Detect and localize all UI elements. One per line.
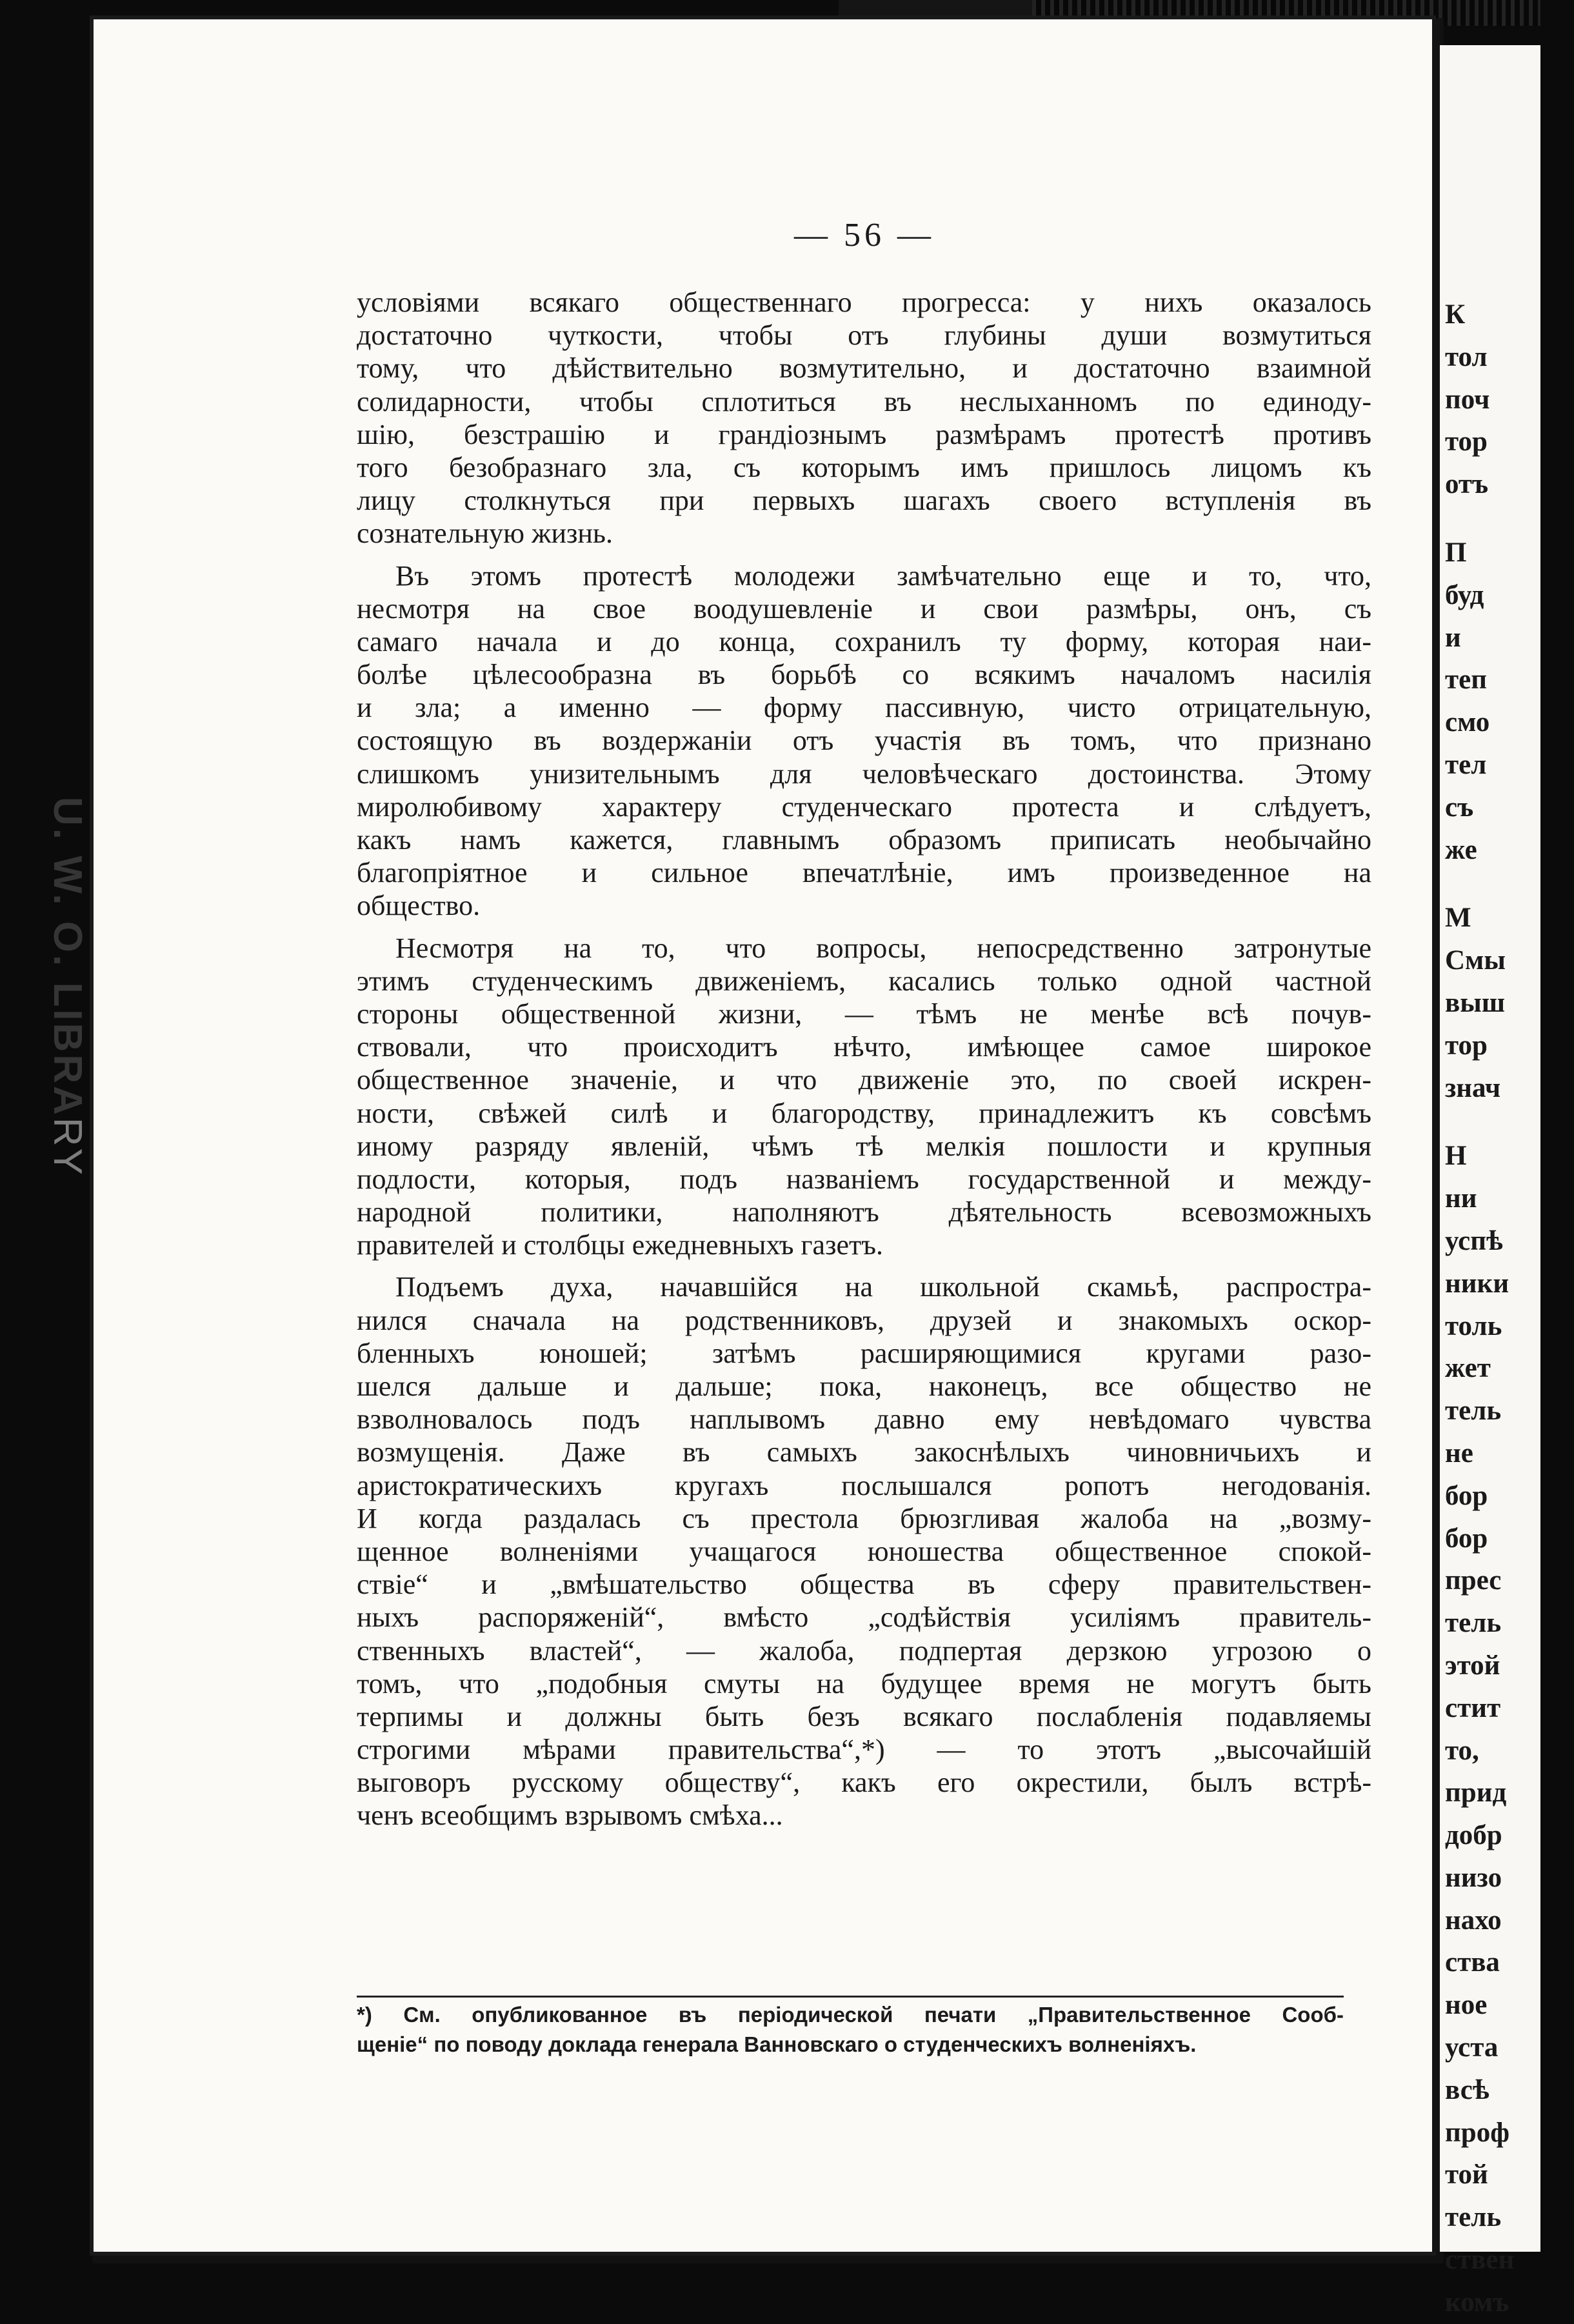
text-line: состоящую въ воздержаніи отъ участія въ томъ, что признано	[357, 725, 1371, 757]
footnote-divider	[357, 1996, 1344, 1998]
facing-page-line: комъ	[1445, 2287, 1509, 2318]
text-line: несмотря на свое воодушевленіе и свои размѣры, онъ, съ	[357, 592, 1371, 625]
facing-page-line: добр	[1445, 1820, 1502, 1851]
facing-page-line: уста	[1445, 2032, 1499, 2063]
text-line: шелся дальше и дальше; пока, наконецъ, все общество не	[357, 1370, 1371, 1402]
text-line: миролюбивому характеру студенческаго протеста и слѣдуетъ,	[357, 790, 1371, 823]
text-line: самаго начала и до конца, сохранилъ ту форму, которая наи-	[357, 625, 1371, 657]
facing-page-line: поч	[1445, 384, 1490, 415]
footnote-line: *) См. опубликованное въ періодической печати „Правительственное Сооб-	[357, 2003, 1344, 2027]
facing-page-line: не	[1445, 1437, 1473, 1468]
text-line: ченъ всеобщимъ взрывомъ смѣха...	[357, 1799, 783, 1832]
facing-page-line: всѣ	[1445, 2074, 1489, 2105]
facing-page-line: теп	[1445, 665, 1487, 696]
text-line: болѣе цѣлесообразна въ борьбѣ со всякимъ началомъ насилія	[357, 659, 1371, 691]
facing-page-line: ни	[1445, 1183, 1477, 1214]
facing-page-line: выш	[1445, 987, 1506, 1018]
facing-page-line: ное	[1445, 1990, 1488, 2021]
text-line: народной политики, наполняютъ дѣятельность всевозможныхъ	[357, 1196, 1371, 1228]
stamp-text: U. W. O. LIBRA	[45, 797, 90, 1117]
facing-page-line: Н	[1445, 1141, 1467, 1172]
facing-page-line: буд	[1445, 579, 1484, 610]
facing-page-line: ства	[1445, 1947, 1500, 1978]
text-line: Подъемъ духа, начавшійся на школьной скамьѣ, распростра-	[395, 1271, 1371, 1303]
text-line: этимъ студенческимъ движеніемъ, касались только одной частной	[357, 965, 1371, 997]
text-line: ственныхъ властей“, — жалоба, подпертая дерзкою угрозою о	[357, 1634, 1371, 1667]
text-line: какъ намъ кажется, главнымъ образомъ приписать необычайно	[357, 824, 1371, 856]
facing-page-line: этой	[1445, 1650, 1500, 1681]
text-line: подлости, которыя, подъ названіемъ государственной и между-	[357, 1163, 1371, 1195]
text-line: ствіе“ и „вмѣшательство общества въ сферу правительствен-	[357, 1568, 1371, 1601]
facing-page-line: бор	[1445, 1523, 1488, 1554]
facing-page-line: знач	[1445, 1072, 1501, 1103]
text-line: тому, что дѣйствительно возмутительно, и достаточно взаимной	[357, 352, 1371, 385]
text-line: строгими мѣрами правительства“,*) — то этотъ „высочайшій	[357, 1734, 1371, 1766]
facing-page-line: тор	[1445, 426, 1488, 457]
text-line: солидарности, чтобы сплотиться въ неслыханномъ по единоду-	[357, 385, 1371, 417]
facing-page-line	[1445, 871, 1574, 897]
library-stamp	[45, 797, 90, 1177]
text-line: общество.	[357, 890, 481, 922]
text-line: бленныхъ юношей; затѣмъ расширяющимися кругами разо-	[357, 1337, 1371, 1369]
footnote	[357, 2000, 1344, 2059]
facing-page-line: тель	[1445, 1396, 1502, 1427]
text-line: ности, свѣжей силѣ и благородству, принадлежитъ къ совсѣмъ	[357, 1097, 1371, 1129]
facing-page-line: бор	[1445, 1480, 1488, 1511]
text-line: условіями всякаго общественнаго прогресса: у нихъ оказалось	[357, 286, 1371, 318]
text-line: ствовали, что происходитъ нѣчто, имѣющее самое широкое	[357, 1031, 1371, 1063]
facing-page-line: толь	[1445, 1310, 1502, 1341]
facing-page-line: низо	[1445, 1862, 1502, 1893]
facing-page-line: той	[1445, 2159, 1488, 2190]
footnote-line: щеніе“ по поводу доклада генерала Ванновскаго о студенческихъ волненіяхъ.	[357, 2032, 1197, 2056]
facing-page-line: прес	[1445, 1565, 1502, 1596]
text-line: возмущенія. Даже въ самыхъ закоснѣлыхъ чиновничьихъ и	[357, 1436, 1371, 1468]
facing-page-line: Смы	[1445, 945, 1506, 976]
page-number: — 56 —	[794, 217, 935, 254]
facing-page-line: проф	[1445, 2117, 1509, 2148]
text-line: лицу столкнуться при первыхъ шагахъ своего вступленія въ	[357, 485, 1371, 517]
text-line: аристократическихъ кругахъ послышался ропотъ негодованія.	[357, 1469, 1371, 1501]
facing-page	[1440, 45, 1540, 2318]
facing-page-line: то,	[1445, 1735, 1479, 1766]
text-line: взволновалось подъ наплывомъ давно ему невѣдомаго чувства	[357, 1403, 1371, 1436]
text-line: правителей и столбцы ежедневныхъ газетъ.	[357, 1229, 883, 1261]
facing-page-line: М	[1445, 903, 1471, 934]
facing-page-line: ствен	[1445, 2245, 1515, 2276]
facing-page-line: прид	[1445, 1778, 1507, 1808]
text-line: щенное волненіями учащагося юношества общественное спокой-	[357, 1535, 1371, 1567]
text-line: выговоръ русскому обществу“, какъ его окрестили, былъ встрѣ-	[357, 1767, 1371, 1799]
text-line: слишкомъ унизительнымъ для человѣческаго достоинства. Этому	[357, 757, 1371, 790]
text-line: томъ, что „подобныя смуты на будущее время не могутъ быть	[357, 1667, 1371, 1699]
facing-page-line: тель	[1445, 2202, 1502, 2233]
facing-page-line: нахо	[1445, 1905, 1502, 1936]
text-line: и зла; а именно — форму пассивную, чисто отрицательную,	[357, 692, 1371, 724]
facing-page-text	[1445, 294, 1574, 2324]
facing-page-line: тел	[1445, 749, 1487, 780]
facing-page-line: жет	[1445, 1353, 1491, 1384]
text-line: достаточно чуткости, чтобы отъ глубины души возмутиться	[357, 319, 1371, 352]
body-text	[357, 286, 1371, 1841]
facing-page-line: ники	[1445, 1268, 1509, 1299]
facing-page-line: стит	[1445, 1692, 1501, 1723]
facing-page-line: же	[1445, 834, 1477, 865]
text-line: ныхъ распоряженій“, вмѣсто „содѣйствія усиліямъ правитель-	[357, 1601, 1371, 1634]
text-line: Несмотря на то, что вопросы, непосредственно затронутые	[395, 932, 1371, 964]
text-line: иному разряду явленій, чѣмъ тѣ мелкія пошлости и крупныя	[357, 1130, 1371, 1162]
facing-page-line	[1445, 1109, 1574, 1135]
facing-page-line: тель	[1445, 1608, 1502, 1639]
facing-page-line: съ	[1445, 792, 1474, 823]
text-line: благопріятное и сильное впечатлѣніе, имъ произведенное на	[357, 857, 1371, 889]
text-line: общественное значеніе, и что движеніе это, по своей искрен-	[357, 1064, 1371, 1096]
text-line: сознательную жизнь.	[357, 517, 613, 550]
stamp-text-faint: RY	[45, 1117, 90, 1177]
text-line: терпимы и должны быть безъ всякаго послабленія подавляемы	[357, 1700, 1371, 1732]
facing-page-line: П	[1445, 537, 1467, 568]
facing-page-line: тол	[1445, 341, 1488, 372]
text-line: нился сначала на родственниковъ, друзей и знакомыхъ оскор-	[357, 1304, 1371, 1336]
page-gutter	[1432, 19, 1440, 2252]
facing-page-line: смо	[1445, 707, 1490, 738]
facing-page-line: и	[1445, 622, 1461, 653]
facing-page-line: успѣ	[1445, 1225, 1503, 1256]
text-line: шію, безстрашію и грандіознымъ размѣрамъ протестѣ противъ	[357, 418, 1371, 450]
text-line: того безобразнаго зла, съ которымъ имъ пришлось лицомъ къ	[357, 451, 1371, 483]
facing-page-line	[1445, 506, 1574, 532]
text-line: стороны общественной жизни, — тѣмъ не менѣе всѣ почув-	[357, 997, 1371, 1030]
text-line: Въ этомъ протестѣ молодежи замѣчательно еще и то, что,	[395, 559, 1371, 592]
text-line: И когда раздалась съ престола брюзгливая жалоба на „возму-	[357, 1502, 1371, 1534]
facing-page-line: тор	[1445, 1030, 1488, 1061]
facing-page-line: отъ	[1445, 469, 1489, 500]
facing-page-line: К	[1445, 299, 1466, 330]
